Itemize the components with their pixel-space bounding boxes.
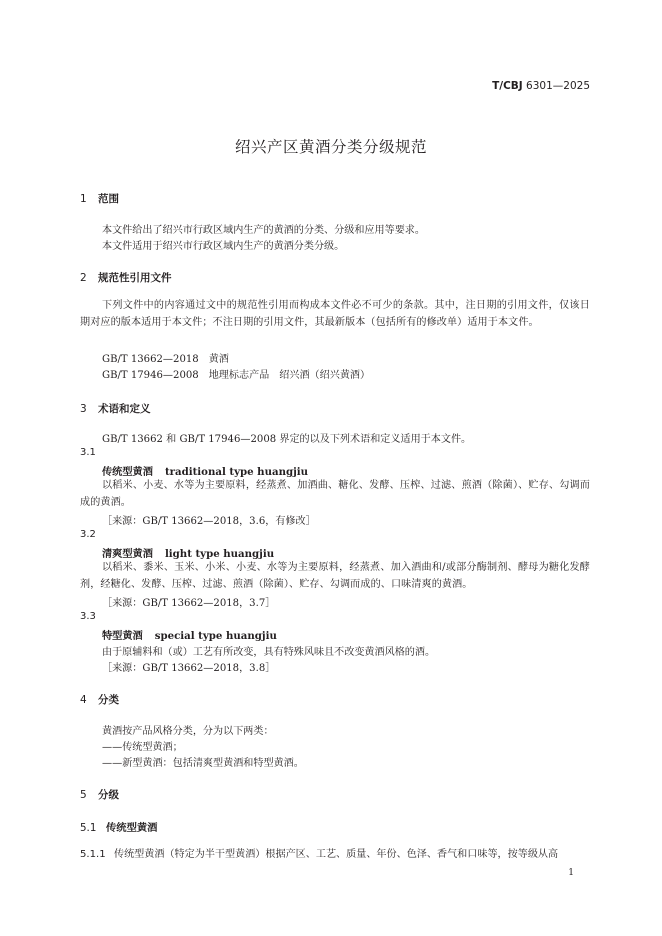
- term-en: traditional type huangjiu: [164, 466, 309, 478]
- section-2-heading: [80, 270, 172, 285]
- term-source: ［来源：GB/T 13662—2018，3.7］: [102, 598, 276, 609]
- page-number: 1: [568, 868, 574, 878]
- section-title: 术语和定义: [98, 403, 151, 415]
- reference-name: 黄酒: [208, 354, 229, 365]
- section-title: 分级: [98, 789, 119, 801]
- section-5-heading: [80, 787, 119, 802]
- section-title: 范围: [98, 193, 119, 205]
- term-en: special type huangjiu: [154, 630, 277, 642]
- paragraph: 本文件给出了绍兴市行政区域内生产的黄酒的分类、分级和应用等要求。: [102, 225, 425, 236]
- term-definition: 由于原辅料和（或）工艺有所改变，具有特殊风味且不改变黄酒风格的酒。: [102, 647, 436, 658]
- section-number: 1: [80, 193, 87, 205]
- document-code-number: 6301—2025: [522, 80, 590, 92]
- document-title: 绍兴产区黄酒分类分级规范: [234, 138, 427, 156]
- clause-text: 传统型黄酒（特定为半干型黄酒）根据产区、工艺、质量、年份、色泽、香气和口味等，按等级从高: [114, 849, 559, 860]
- term-heading: [102, 545, 274, 560]
- clause-number: 5.1.1: [80, 849, 106, 860]
- subsection-title: 传统型黄酒: [106, 822, 158, 834]
- document-code-prefix: T/CBJ: [492, 80, 523, 92]
- reference-name: 地理标志产品: [208, 370, 270, 381]
- document-code: [492, 80, 590, 92]
- term-zh: 特型黄酒: [102, 631, 143, 642]
- subsection-heading: [80, 819, 157, 834]
- term-zh: 清爽型黄酒: [102, 549, 153, 560]
- clause: [80, 845, 590, 860]
- paragraph: 本文件适用于绍兴市行政区域内生产的黄酒分类分级。: [102, 241, 345, 252]
- paragraph: 下列文件中的内容通过文中的规范性引用而构成本文件必不可少的条款。其中，注日期的引用文件，仅该日期对应的版本适用于本文件；不注日期的引用文件，其最新版本（包括所有的修改单）适用于本文件。: [80, 300, 590, 328]
- paragraph: GB/T 13662 和 GB/T 17946—2008 界定的以及下列术语和定义适用于本文件。: [102, 434, 472, 445]
- section-3-heading: [80, 401, 151, 416]
- section-number: 5: [80, 789, 87, 801]
- section-title: 规范性引用文件: [98, 272, 172, 284]
- section-1-heading: [80, 191, 119, 206]
- term-source: ［来源：GB/T 13662—2018，3.8］: [102, 663, 276, 674]
- term-heading: [102, 627, 277, 642]
- term-source: ［来源：GB/T 13662—2018，3.6，有修改］: [102, 516, 316, 527]
- paragraph: 黄酒按产品风格分类，分为以下两类：: [102, 726, 274, 737]
- reference-item: [102, 350, 229, 365]
- term-en: light type huangjiu: [164, 548, 275, 560]
- section-number: 4: [80, 694, 87, 706]
- term-definition: 以稻米、小麦、水等为主要原料，经蒸煮、加酒曲、糖化、发酵、压榨、过滤、煎酒（除菌）、贮存、勾调而成的黄酒。: [80, 480, 590, 508]
- section-number: 3: [80, 403, 87, 415]
- section-title: 分类: [98, 694, 119, 706]
- reference-name: 绍兴酒（绍兴黄酒）: [279, 370, 371, 381]
- section-4-heading: [80, 692, 119, 707]
- reference-code: GB/T 13662—2018: [102, 354, 199, 365]
- term-number: 3.2: [80, 529, 96, 540]
- reference-item: [102, 366, 370, 381]
- term-zh: 传统型黄酒: [102, 467, 153, 478]
- reference-code: GB/T 17946—2008: [102, 370, 199, 381]
- term-number: 3.1: [80, 447, 96, 458]
- list-item: ——传统型黄酒；: [102, 742, 183, 753]
- section-number: 2: [80, 272, 87, 284]
- subsection-number: 5.1: [80, 822, 97, 834]
- term-number: 3.3: [80, 611, 96, 622]
- list-item: ——新型黄酒：包括清爽型黄酒和特型黄酒。: [102, 758, 304, 769]
- term-heading: [102, 463, 308, 478]
- term-definition: 以稻米、黍米、玉米、小米、小麦、水等为主要原料，经蒸煮、加入酒曲和/或部分酶制剂、酵母为糖化发酵剂，经糖化、发酵、压榨、过滤、煎酒（除菌）、贮存、勾调而成的、口味清爽的黄酒。: [80, 562, 590, 590]
